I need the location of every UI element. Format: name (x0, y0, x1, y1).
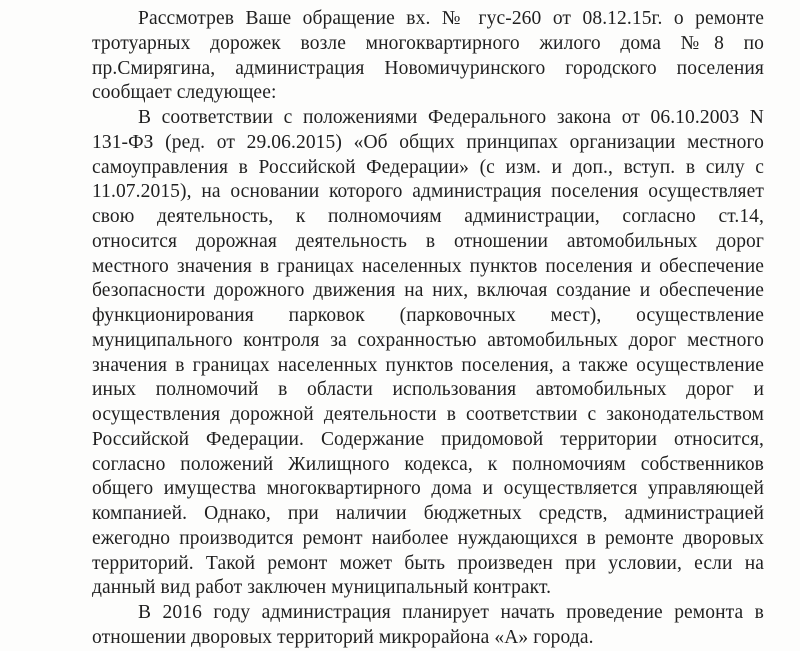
text-line: 131-ФЗ (ред. от 29.06.2015) «Об общих принципах организации местного (92, 131, 764, 153)
text-line: согласно положений Жилищного кодекса, к полномочиям собственников (92, 453, 764, 475)
text-line: В соответствии с положениями Федерального закона от 06.10.2003 N (138, 107, 764, 128)
text-line: общего имущества многоквартирного дома и осуществляется управляющей (92, 478, 764, 500)
text-line: функционирования парковок (парковочных мест), осуществление (92, 305, 764, 326)
paragraph-legal-basis (46, 106, 764, 601)
text-line: ежегодно производится ремонт наиболее нуждающихся в ремонте дворовых (92, 527, 764, 549)
text-line: Рассмотрев Ваше обращение вх. № гус-260 от 08.12.15г. о ремонте (138, 8, 764, 29)
text-line: территорий. Такой ремонт может быть произведен при условии, если на (92, 552, 764, 574)
text-line: относится дорожная деятельность в отношении автомобильных дорог (92, 230, 764, 252)
text-line: иных полномочий в области использования автомобильных дорог и (92, 379, 764, 401)
text-line: компанией. Однако, при наличии бюджетных средств, администрацией (92, 503, 764, 524)
text-line: сообщает следующее: (92, 82, 277, 104)
text-line: безопасности дорожного движения на них, включая создание и обеспечение (92, 280, 764, 302)
text-line: 11.07.2015), на основании которого администрация поселения осуществляет (92, 181, 764, 203)
text-line: муниципального контроля за сохранностью автомобильных дорог местного (92, 329, 764, 351)
paragraph-appeal-response (46, 7, 764, 106)
paragraph-2016-plan (46, 601, 764, 651)
text-line: свою деятельность, к полномочиям администрации, согласно ст.14, (92, 206, 764, 227)
text-line: В 2016 году администрация планирует начать проведение ремонта в (138, 602, 764, 623)
text-line: самоуправления в Российской Федерации» (с изм. и доп., вступ. в силу с (92, 156, 764, 178)
text-line: осуществления дорожной деятельности в соответствии с законодательством (92, 404, 764, 425)
text-line: отношении дворовых территорий микрорайона «А» города. (92, 626, 594, 648)
text-line: данный вид работ заключен муниципальный контракт. (92, 577, 552, 599)
text-line: местного значения в границах населенных пунктов поселения и обеспечение (92, 255, 764, 277)
text-line: Российской Федерации. Содержание придомовой территории относится, (92, 428, 764, 450)
text-line: значения в границах населенных пунктов поселения, а также осуществление (92, 354, 764, 376)
text-line: пр.Смирягина, администрация Новомичуринского городского поселения (92, 57, 764, 79)
text-line: тротуарных дорожек возле многоквартирного жилого дома №8 по (92, 32, 764, 54)
